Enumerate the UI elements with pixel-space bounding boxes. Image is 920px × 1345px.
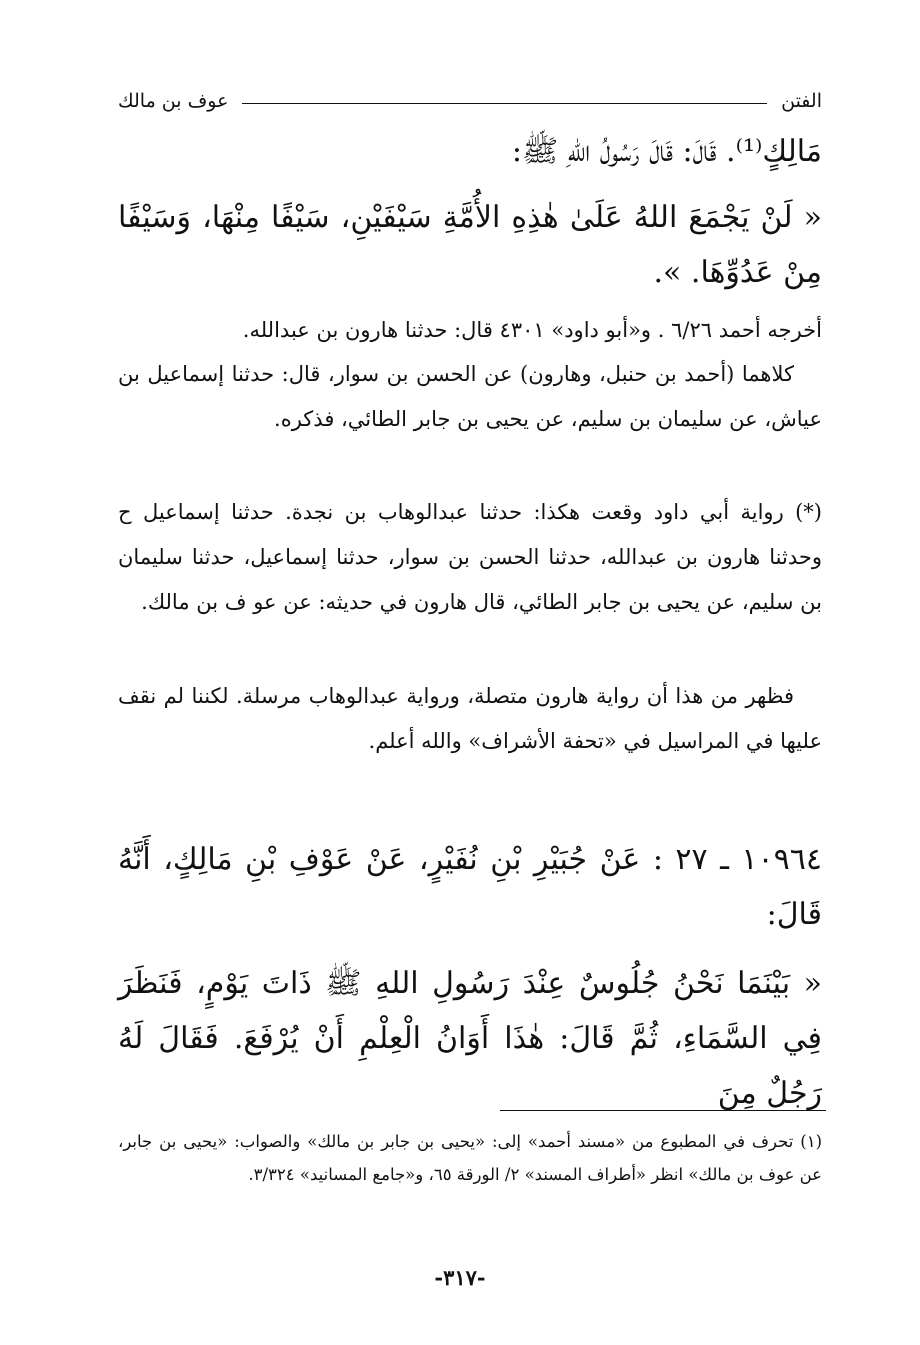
header-section-title: عوف بن مالك — [118, 90, 229, 112]
hadith-2-intro: ١٠٩٦٤ ـ ٢٧ : عَنْ جُبَيْرِ بْنِ نُفَيْرٍ، عَنْ عَوْفِ بْنِ مَالِكٍ، أَنَّهُ قَالَ: — [118, 842, 822, 932]
takhrij-paragraph-4: فظهر من هذا أن رواية هارون متصلة، ورواية عبدالوهاب مرسلة. لكننا لم نقف عليها في المراسيل في «تحفة الأشراف» والله أعلم. — [118, 684, 822, 753]
hadith-1-text: « لَنْ يَجْمَعَ اللهُ عَلَىٰ هٰذِهِ الأُمَّةِ سَيْفَيْنِ، سَيْفًا مِنْهَا، وَسَيْفًا مِنْ عَدُوِّهَا. ». — [118, 200, 822, 290]
footnote-1: (١) تحرف في المطبوع من «مسند أحمد» إلى: «يحيى بن جابر بن مالك» والصواب: «يحيى بن جابر، عن عوف بن مالك» انظر «أطراف المسند» ٢/ الورقة ٦٥، و«جامع المسانيد» ٣/٣٢٤. — [118, 1132, 822, 1184]
footnote-rule — [500, 1110, 826, 1111]
header-rule — [242, 103, 767, 104]
hadith-1-opening: مَالِكٍ⁽¹⁾. قَالَ: قَالَ رَسُولُ اللهِ ﷺ: — [511, 134, 822, 169]
header-chapter-title: الفتن — [781, 90, 822, 112]
hadith-2-text: « بَيْنَمَا نَحْنُ جُلُوسٌ عِنْدَ رَسُولِ اللهِ ﷺ ذَاتَ يَوْمٍ، فَنَظَرَ فِي السَّمَاءِ، ثُمَّ قَالَ: هٰذَا أَوَانُ الْعِلْمِ أَنْ يُرْفَعَ. فَقَالَ لَهُ رَجُلٌ مِنَ — [118, 966, 822, 1111]
page-number: -٣١٧- — [434, 1265, 486, 1290]
takhrij-paragraph-3: (*) رواية أبي داود وقعت هكذا: حدثنا عبدالوهاب بن نجدة. حدثنا إسماعيل ح وحدثنا هارون بن عبدالله، حدثنا الحسن بن سوار، حدثنا إسماعيل، حدثنا سليمان بن سليم، عن يحيى بن جابر الطائي، قال هارون في حديثه: عن عو ف بن مالك. — [118, 500, 822, 614]
takhrij-paragraph-1: أخرجه أحمد ٦/٢٦ . و«أبو داود» ٤٣٠١ قال: حدثنا هارون بن عبدالله. — [242, 318, 822, 342]
takhrij-paragraph-2: كلاهما (أحمد بن حنبل، وهارون) عن الحسن بن سوار، قال: حدثنا إسماعيل بن عياش، عن سليمان بن سليم، عن يحيى بن جابر الطائي، فذكره. — [118, 362, 822, 431]
running-header — [118, 84, 822, 118]
